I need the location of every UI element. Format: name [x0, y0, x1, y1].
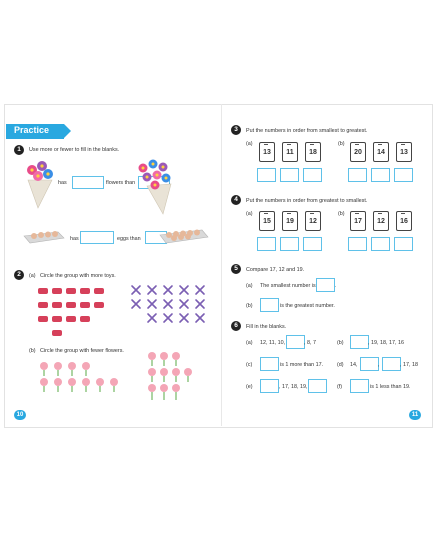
flowers-group-left — [38, 360, 128, 394]
q4a-answer-3[interactable] — [303, 237, 322, 251]
left-page-number: 10 — [14, 410, 26, 420]
q6b-label: (b) — [337, 340, 344, 346]
q6a-suffix: , 8, 7 — [304, 340, 316, 346]
question-4-instruction: Put the numbers in order from greatest to smallest. — [246, 198, 368, 204]
q4b-label: (b) — [338, 211, 345, 217]
q5b-text: is the greatest number. — [280, 303, 335, 309]
q3b-label: (b) — [338, 141, 345, 147]
q4a-card-2: 19 — [282, 211, 298, 231]
q3a-card-1: 13 — [259, 142, 275, 162]
q6d-prefix: 14, — [350, 362, 358, 368]
q6b-answer[interactable] — [350, 335, 369, 349]
q1-row1-end: . — [169, 180, 171, 186]
q3b-card-1: 20 — [350, 142, 366, 162]
q3b-card-2: 14 — [373, 142, 389, 162]
flower-bouquet-left — [20, 158, 60, 210]
question-2-number: 2 — [14, 270, 24, 280]
q4b-card-2: 12 — [373, 211, 389, 231]
egg-carton-large — [160, 226, 208, 248]
q5a-end: . — [335, 283, 337, 289]
q6e-suffix: , 17, 18, 19, — [279, 384, 308, 390]
q6e-answer-2[interactable] — [308, 379, 327, 393]
q3a-label: (a) — [246, 141, 253, 147]
q5b-label: (b) — [246, 303, 253, 309]
q1-row1-has: has — [58, 180, 67, 186]
flowers-group-right — [146, 350, 196, 406]
q4b-answer-2[interactable] — [371, 237, 390, 251]
q4b-answer-3[interactable] — [394, 237, 413, 251]
question-5-intro: Compare 17, 12 and 19. — [246, 267, 305, 273]
question-3-instruction: Put the numbers in order from smallest to greatest. — [246, 128, 368, 134]
question-5-number: 5 — [231, 264, 241, 274]
question-1-number: 1 — [14, 145, 24, 155]
egg-carton-small — [24, 228, 64, 248]
q3b-answer-1[interactable] — [348, 168, 367, 182]
q6d-answer-1[interactable] — [360, 357, 379, 371]
q1-row2-has: has — [70, 236, 79, 242]
q3a-answer-3[interactable] — [303, 168, 322, 182]
q6f-label: (f) — [337, 384, 343, 390]
q1-row2-blank-1[interactable] — [80, 231, 114, 244]
q6c-suffix: is 1 more than 17. — [280, 362, 324, 368]
q3b-answer-2[interactable] — [371, 168, 390, 182]
q3a-card-3: 18 — [305, 142, 321, 162]
q1-row2-than: eggs than — [117, 236, 141, 242]
q2a-label: (a) — [29, 273, 36, 279]
flower-bouquet-right — [133, 158, 177, 216]
q1-row1-blank-1[interactable] — [72, 176, 104, 189]
q2b-text: Circle the group with fewer flowers. — [40, 348, 124, 354]
q5a-text: The smallest number is — [260, 283, 316, 289]
q6c-label: (c) — [246, 362, 253, 368]
q5b-answer[interactable] — [260, 298, 279, 312]
q3b-answer-3[interactable] — [394, 168, 413, 182]
q4a-label: (a) — [246, 211, 253, 217]
q6d-suffix: , 17, 18 — [400, 362, 418, 368]
practice-title: Practice — [14, 125, 50, 135]
q4a-card-3: 12 — [305, 211, 321, 231]
q2a-text: Circle the group with more toys. — [40, 273, 116, 279]
q6e-answer-1[interactable] — [260, 379, 279, 393]
q6e-label: (e) — [246, 384, 253, 390]
q6a-answer[interactable] — [286, 335, 305, 349]
q5a-answer[interactable] — [316, 278, 335, 292]
q6c-answer[interactable] — [260, 357, 279, 371]
q5a-label: (a) — [246, 283, 253, 289]
q3b-card-3: 13 — [396, 142, 412, 162]
q6b-suffix: , 19, 18, 17, 16 — [368, 340, 404, 346]
q4a-card-1: 15 — [259, 211, 275, 231]
q3a-card-2: 11 — [282, 142, 298, 162]
q4b-card-1: 17 — [350, 211, 366, 231]
q2b-label: (b) — [29, 348, 36, 354]
toy-planes-group — [130, 284, 208, 328]
q6a-label: (a) — [246, 340, 253, 346]
question-3-number: 3 — [231, 125, 241, 135]
question-4-number: 4 — [231, 195, 241, 205]
q4b-card-3: 16 — [396, 211, 412, 231]
q6d-answer-2[interactable] — [382, 357, 401, 371]
q6d-label: (d) — [337, 362, 344, 368]
q4b-answer-1[interactable] — [348, 237, 367, 251]
q6f-suffix: is 1 less than 19. — [370, 384, 411, 390]
q6f-answer[interactable] — [350, 379, 369, 393]
q3a-answer-2[interactable] — [280, 168, 299, 182]
q6d-comma: , — [378, 362, 380, 368]
right-page-number: 11 — [409, 410, 421, 420]
q1-row1-than: flowers than — [106, 180, 136, 186]
q6a-prefix: 12, 11, 10, — [260, 340, 286, 346]
q4a-answer-1[interactable] — [257, 237, 276, 251]
q3a-answer-1[interactable] — [257, 168, 276, 182]
question-1-instruction: Use more or fewer to fill in the blanks. — [29, 147, 120, 153]
question-6-intro: Fill in the blanks. — [246, 324, 287, 330]
toy-cars-group — [36, 284, 106, 340]
practice-banner — [6, 124, 64, 139]
question-6-number: 6 — [231, 321, 241, 331]
page-gutter — [221, 104, 222, 426]
q4a-answer-2[interactable] — [280, 237, 299, 251]
